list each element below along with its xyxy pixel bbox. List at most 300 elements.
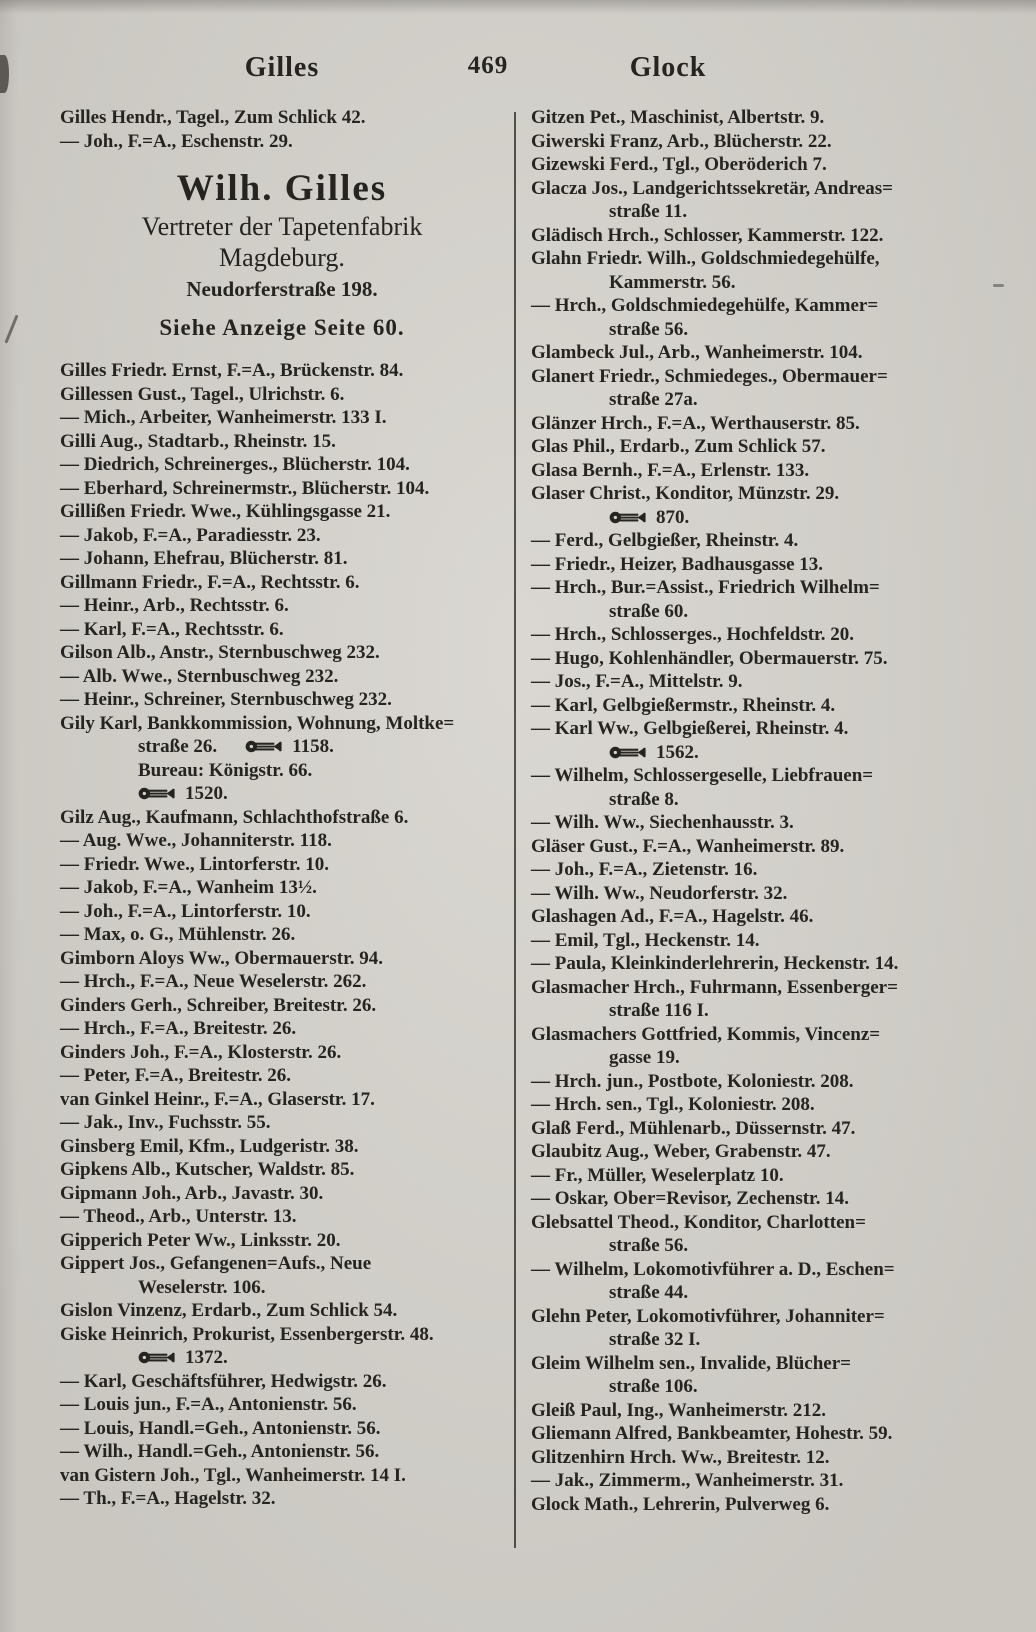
entry-text: straße 26. bbox=[138, 736, 218, 757]
entry-line bbox=[531, 576, 1013, 600]
left-column bbox=[60, 106, 510, 1511]
directory-entry bbox=[531, 1469, 1013, 1493]
entry-line bbox=[60, 923, 510, 947]
entry-text: Gliemann Alfred, Bankbeamter, Hohestr. 59. bbox=[531, 1423, 893, 1444]
entry-line bbox=[531, 1023, 1013, 1047]
entry-line bbox=[60, 500, 510, 524]
entry-line bbox=[60, 1370, 510, 1394]
entry-line bbox=[60, 1464, 510, 1488]
directory-entry bbox=[60, 1158, 510, 1182]
directory-entry bbox=[60, 923, 510, 947]
entry-text: — Hrch., Bur.=Assist., Friedrich Wilhelm= bbox=[531, 577, 880, 598]
entry-text: — Fr., Müller, Weselerplatz 10. bbox=[531, 1164, 784, 1186]
entry-line bbox=[531, 459, 1013, 483]
directory-entry bbox=[531, 576, 1013, 623]
entry-line bbox=[531, 1046, 1013, 1070]
entry-line bbox=[531, 106, 1013, 130]
entry-text: — Karl, Geschäftsführer, Hedwigstr. 26. bbox=[60, 1370, 387, 1392]
entry-text: — Oskar, Ober=Revisor, Zechenstr. 14. bbox=[531, 1188, 849, 1209]
telephone-number: 870. bbox=[656, 506, 690, 528]
entry-text: Ginders Joh., F.=A., Klosterstr. 26. bbox=[60, 1041, 342, 1063]
directory-entry bbox=[60, 688, 510, 712]
entry-text: — Jak., Inv., Fuchsstr. 55. bbox=[60, 1112, 271, 1133]
entry-text: Gillessen Gust., Tagel., Ulrichstr. 6. bbox=[60, 383, 345, 405]
entry-line bbox=[531, 647, 1013, 671]
directory-entry bbox=[60, 665, 510, 689]
entry-line bbox=[60, 806, 510, 830]
entry-line bbox=[60, 782, 510, 806]
directory-entry bbox=[60, 829, 510, 853]
entry-text: Glitzenhirn Hrch. Ww., Breitestr. 12. bbox=[531, 1446, 830, 1468]
directory-entry bbox=[60, 947, 510, 971]
entry-text: Glanert Friedr., Schmiedeges., Obermauer= bbox=[531, 365, 888, 387]
entry-line bbox=[60, 994, 510, 1018]
directory-entry bbox=[531, 247, 1013, 294]
directory-entry bbox=[60, 477, 510, 501]
directory-entry bbox=[531, 1258, 1013, 1305]
entry-line bbox=[531, 1493, 1013, 1517]
entry-line bbox=[531, 1352, 1013, 1376]
entry-text: straße 8. bbox=[609, 788, 679, 810]
entry-line bbox=[531, 1140, 1013, 1164]
entry-line bbox=[531, 858, 1013, 882]
directory-entry bbox=[531, 130, 1013, 154]
entry-text: — Max, o. G., Mühlenstr. 26. bbox=[60, 924, 296, 945]
entry-text: — Louis jun., F.=A., Antonienstr. 56. bbox=[60, 1394, 357, 1415]
directory-entry bbox=[531, 670, 1013, 694]
scan-blemish bbox=[993, 284, 1004, 287]
entry-text: — Wilh., Handl.=Geh., Antonienstr. 56. bbox=[60, 1441, 380, 1462]
entry-line bbox=[60, 594, 510, 618]
telephone-number: 1158. bbox=[292, 736, 334, 757]
entry-text: Glänzer Hrch., F.=A., Werthauserstr. 85. bbox=[531, 412, 860, 434]
entry-line bbox=[60, 383, 510, 407]
entry-line bbox=[60, 1487, 510, 1511]
entry-line bbox=[531, 271, 1013, 295]
entry-line bbox=[60, 406, 510, 430]
entry-text: straße 27a. bbox=[609, 389, 698, 410]
directory-entry bbox=[531, 106, 1013, 130]
entry-line bbox=[531, 905, 1013, 929]
entry-line bbox=[60, 900, 510, 924]
directory-entry bbox=[60, 1440, 510, 1464]
entries-left-main bbox=[60, 359, 510, 1511]
entry-line bbox=[531, 882, 1013, 906]
directory-entry bbox=[531, 529, 1013, 553]
directory-entry bbox=[531, 1023, 1013, 1070]
entry-text: — Karl Ww., Gelbgießerei, Rheinstr. 4. bbox=[531, 718, 849, 739]
directory-entry bbox=[60, 1370, 510, 1394]
entry-line bbox=[531, 952, 1013, 976]
entry-line bbox=[531, 388, 1013, 412]
entry-line bbox=[60, 1252, 510, 1276]
directory-entry bbox=[531, 459, 1013, 483]
entry-text: — Johann, Ehefrau, Blücherstr. 81. bbox=[60, 548, 348, 569]
directory-entry bbox=[60, 1017, 510, 1041]
entry-text: Glehn Peter, Lokomotivführer, Johanniter= bbox=[531, 1305, 885, 1327]
directory-entry bbox=[60, 1252, 510, 1299]
entry-text: Gipkens Alb., Kutscher, Waldstr. 85. bbox=[60, 1159, 355, 1180]
entry-text: Weselerstr. 106. bbox=[138, 1276, 266, 1298]
entry-text: — Hrch., F.=A., Neue Weselerstr. 262. bbox=[60, 971, 367, 992]
entry-text: Giwerski Franz, Arb., Blücherstr. 22. bbox=[531, 130, 832, 152]
entry-line bbox=[60, 735, 510, 759]
entry-text: — Heinr., Arb., Rechtsstr. 6. bbox=[60, 595, 289, 616]
entry-line bbox=[60, 1440, 510, 1464]
entry-text: Giske Heinrich, Prokurist, Essenbergerstr. 48. bbox=[60, 1323, 434, 1345]
entry-line bbox=[60, 106, 510, 130]
directory-entry bbox=[531, 1352, 1013, 1399]
directory-entry bbox=[60, 406, 510, 430]
directory-entry bbox=[60, 876, 510, 900]
directory-entry bbox=[60, 618, 510, 642]
entry-text: — Louis, Handl.=Geh., Antonienstr. 56. bbox=[60, 1417, 381, 1439]
entry-line bbox=[60, 712, 510, 736]
entry-line bbox=[531, 1328, 1013, 1352]
entry-line bbox=[60, 1276, 510, 1300]
directory-entry bbox=[531, 177, 1013, 224]
directory-entry bbox=[60, 1111, 510, 1135]
entry-text: Glahn Friedr. Wilh., Goldschmiedegehülfe, bbox=[531, 248, 880, 269]
entry-text: — Joh., F.=A., Lintorferstr. 10. bbox=[60, 900, 311, 922]
directory-entry bbox=[60, 1464, 510, 1488]
directory-entry bbox=[531, 365, 1013, 412]
advert-line: Vertreter der Tapetenfabrik bbox=[141, 212, 423, 241]
entry-text: Glashagen Ad., F.=A., Hagelstr. 46. bbox=[531, 906, 814, 927]
entry-line bbox=[60, 571, 510, 595]
telephone-icon bbox=[245, 739, 283, 754]
directory-entry bbox=[60, 853, 510, 877]
directory-entry bbox=[531, 341, 1013, 365]
entry-line bbox=[531, 294, 1013, 318]
header-left-keyword: Gilles bbox=[244, 52, 320, 83]
entry-line bbox=[531, 976, 1013, 1000]
entry-line bbox=[531, 1093, 1013, 1117]
column-divider bbox=[514, 112, 516, 1548]
directory-entry bbox=[531, 1140, 1013, 1164]
entry-line bbox=[531, 1375, 1013, 1399]
entry-text: — Paula, Kleinkinderlehrerin, Heckenstr. 14. bbox=[531, 953, 899, 974]
directory-entry bbox=[531, 976, 1013, 1023]
entry-text: straße 116 I. bbox=[609, 1000, 709, 1021]
entry-line bbox=[531, 506, 1013, 530]
entry-line bbox=[60, 970, 510, 994]
entry-line bbox=[531, 130, 1013, 154]
entry-text: Gilles Hendr., Tagel., Zum Schlick 42. bbox=[60, 107, 366, 128]
entry-text: Glas Phil., Erdarb., Zum Schlick 57. bbox=[531, 436, 826, 457]
entry-line bbox=[531, 318, 1013, 342]
telephone-icon bbox=[138, 1350, 176, 1365]
directory-entry bbox=[60, 106, 510, 130]
entry-line bbox=[60, 1064, 510, 1088]
entry-line bbox=[531, 623, 1013, 647]
directory-entry bbox=[531, 1093, 1013, 1117]
entry-text: Glasmacher Hrch., Fuhrmann, Essenberger= bbox=[531, 976, 898, 998]
entry-line bbox=[531, 1258, 1013, 1282]
directory-entry bbox=[60, 1417, 510, 1441]
entry-line bbox=[531, 482, 1013, 506]
directory-entry bbox=[60, 500, 510, 524]
entry-text: straße 32 I. bbox=[609, 1329, 701, 1350]
entry-line bbox=[60, 618, 510, 642]
advert-name: Wilh. Gilles bbox=[176, 168, 388, 209]
entry-text: — Mich., Arbeiter, Wanheimerstr. 133 I. bbox=[60, 407, 387, 428]
entry-line bbox=[60, 947, 510, 971]
entry-text: — Jak., Zimmerm., Wanheimerstr. 31. bbox=[531, 1470, 844, 1491]
entry-text: — Joh., F.=A., Eschenstr. 29. bbox=[60, 130, 293, 152]
entry-line bbox=[60, 477, 510, 501]
entry-line bbox=[60, 1393, 510, 1417]
entry-line bbox=[60, 1111, 510, 1135]
directory-entry bbox=[531, 435, 1013, 459]
entry-text: — Aug. Wwe., Johanniterstr. 118. bbox=[60, 830, 332, 851]
entry-line bbox=[531, 1070, 1013, 1094]
entry-line bbox=[60, 1346, 510, 1370]
entry-line bbox=[531, 365, 1013, 389]
directory-entry bbox=[531, 412, 1013, 436]
entry-line bbox=[531, 200, 1013, 224]
directory-entry bbox=[60, 383, 510, 407]
entry-text: — Karl, F.=A., Rechtsstr. 6. bbox=[60, 618, 284, 640]
entry-text: Ginders Gerh., Schreiber, Breitestr. 26. bbox=[60, 994, 377, 1016]
entry-text: — Wilhelm, Lokomotivführer a. D., Eschen= bbox=[531, 1258, 895, 1280]
entry-line bbox=[531, 1187, 1013, 1211]
telephone-icon bbox=[609, 510, 647, 525]
directory-entry bbox=[60, 900, 510, 924]
right-column bbox=[531, 106, 1013, 1516]
entry-text: Glasmachers Gottfried, Kommis, Vincenz= bbox=[531, 1023, 881, 1045]
entry-text: — Emil, Tgl., Heckenstr. 14. bbox=[531, 929, 760, 951]
directory-entry bbox=[60, 430, 510, 454]
scan-blemish bbox=[4, 315, 18, 344]
entry-line bbox=[60, 430, 510, 454]
entry-text: Kammerstr. 56. bbox=[609, 271, 736, 293]
entry-line bbox=[531, 177, 1013, 201]
directory-entry bbox=[60, 1135, 510, 1159]
entry-text: Gleiß Paul, Ing., Wanheimerstr. 212. bbox=[531, 1399, 827, 1421]
directory-entry bbox=[531, 1493, 1013, 1517]
entry-line bbox=[60, 853, 510, 877]
entry-text: — Joh., F.=A., Zietenstr. 16. bbox=[531, 859, 758, 880]
entry-text: — Friedr., Heizer, Badhausgasse 13. bbox=[531, 553, 824, 575]
entry-line bbox=[60, 1088, 510, 1112]
entry-line bbox=[60, 759, 510, 783]
entry-line bbox=[60, 641, 510, 665]
directory-entry bbox=[531, 952, 1013, 976]
entry-line bbox=[60, 359, 510, 383]
entry-text: Gitzen Pet., Maschinist, Albertstr. 9. bbox=[531, 107, 825, 128]
entry-text: Glebsattel Theod., Konditor, Charlotten= bbox=[531, 1211, 866, 1233]
entry-text: straße 56. bbox=[609, 318, 689, 340]
entry-line bbox=[531, 788, 1013, 812]
entry-text: — Alb. Wwe., Sternbuschweg 232. bbox=[60, 665, 339, 687]
telephone-number: 1372. bbox=[185, 1347, 228, 1368]
entry-text: Gily Karl, Bankkommission, Wohnung, Moltke= bbox=[60, 712, 455, 734]
entries-right bbox=[531, 106, 1013, 1516]
entry-text: — Hugo, Kohlenhändler, Obermauerstr. 75. bbox=[531, 647, 888, 669]
entry-text: — Th., F.=A., Hagelstr. 32. bbox=[60, 1488, 276, 1509]
telephone-number: 1562. bbox=[656, 741, 699, 763]
entry-line bbox=[531, 553, 1013, 577]
entry-line bbox=[531, 153, 1013, 177]
directory-entry bbox=[60, 1182, 510, 1206]
directory-entry bbox=[60, 594, 510, 618]
directory-entry bbox=[531, 1187, 1013, 1211]
directory-entry bbox=[60, 547, 510, 571]
directory-entry bbox=[60, 970, 510, 994]
entry-text: — Eberhard, Schreinermstr., Blücherstr. 104. bbox=[60, 477, 430, 499]
directory-entry bbox=[60, 806, 510, 830]
entry-line bbox=[531, 1117, 1013, 1141]
entry-text: Ginsberg Emil, Kfm., Ludgeristr. 38. bbox=[60, 1135, 359, 1157]
entry-text: Gleim Wilhelm sen., Invalide, Blücher= bbox=[531, 1352, 851, 1374]
entry-line bbox=[531, 1281, 1013, 1305]
directory-entry bbox=[60, 1487, 510, 1511]
entry-line bbox=[531, 529, 1013, 553]
advert-line: Magdeburg. bbox=[219, 243, 345, 272]
directory-entry bbox=[531, 1211, 1013, 1258]
directory-entry bbox=[531, 835, 1013, 859]
entry-line bbox=[531, 811, 1013, 835]
directory-entry bbox=[60, 994, 510, 1018]
entry-line bbox=[60, 1299, 510, 1323]
directory-entry bbox=[60, 571, 510, 595]
entry-text: Glaser Christ., Konditor, Münzstr. 29. bbox=[531, 483, 840, 504]
directory-entry bbox=[60, 712, 510, 806]
entry-text: Gizewski Ferd., Tgl., Oberöderich 7. bbox=[531, 154, 827, 175]
entry-line bbox=[60, 1417, 510, 1441]
entry-line bbox=[531, 1234, 1013, 1258]
entry-text: — Heinr., Schreiner, Sternbuschweg 232. bbox=[60, 689, 392, 710]
directory-entry bbox=[531, 1422, 1013, 1446]
entry-text: — Theod., Arb., Unterstr. 13. bbox=[60, 1206, 297, 1227]
entry-line bbox=[60, 829, 510, 853]
entry-text: straße 106. bbox=[609, 1376, 698, 1397]
directory-entry bbox=[531, 694, 1013, 718]
entry-line bbox=[531, 717, 1013, 741]
entry-line bbox=[531, 999, 1013, 1023]
directory-entry bbox=[531, 905, 1013, 929]
entry-text: Glasa Bernh., F.=A., Erlenstr. 133. bbox=[531, 459, 810, 481]
entry-text: Bureau: Königstr. 66. bbox=[138, 759, 313, 781]
entries-left-top bbox=[60, 106, 510, 153]
directory-entry bbox=[60, 1205, 510, 1229]
directory-entry bbox=[531, 717, 1013, 764]
entry-text: — Jakob, F.=A., Wanheim 13½. bbox=[60, 877, 317, 898]
entry-text: Glaß Ferd., Mühlenarb., Düssernstr. 47. bbox=[531, 1117, 856, 1139]
directory-entry bbox=[531, 553, 1013, 577]
directory-entry bbox=[60, 641, 510, 665]
entry-line bbox=[531, 1305, 1013, 1329]
entry-text: straße 56. bbox=[609, 1235, 689, 1256]
directory-entry bbox=[531, 482, 1013, 529]
entry-text: — Ferd., Gelbgießer, Rheinstr. 4. bbox=[531, 530, 799, 551]
entry-line bbox=[531, 929, 1013, 953]
directory-entry bbox=[60, 1393, 510, 1417]
entry-text: — Hrch., F.=A., Breitestr. 26. bbox=[60, 1018, 297, 1039]
entry-line bbox=[531, 1399, 1013, 1423]
entry-text: — Jos., F.=A., Mittelstr. 9. bbox=[531, 671, 743, 692]
directory-entry bbox=[531, 647, 1013, 671]
entry-text: Gimborn Aloys Ww., Obermauerstr. 94. bbox=[60, 947, 384, 969]
entry-line bbox=[531, 600, 1013, 624]
directory-entry bbox=[531, 764, 1013, 811]
entry-line bbox=[531, 741, 1013, 765]
directory-entry bbox=[531, 1446, 1013, 1470]
entry-line bbox=[60, 1323, 510, 1347]
entry-line bbox=[531, 1446, 1013, 1470]
directory-entry bbox=[60, 1299, 510, 1323]
directory-entry bbox=[531, 294, 1013, 341]
directory-entry bbox=[531, 1070, 1013, 1094]
entry-text: — Diedrich, Schreinerges., Blücherstr. 104. bbox=[60, 454, 410, 475]
entry-line bbox=[531, 247, 1013, 271]
entry-line bbox=[60, 665, 510, 689]
entry-line bbox=[60, 1017, 510, 1041]
advert-address: Neudorferstraße 198. bbox=[186, 277, 378, 301]
entry-text: Gillmann Friedr., F.=A., Rechtsstr. 6. bbox=[60, 571, 360, 593]
entry-line bbox=[531, 1211, 1013, 1235]
entry-text: — Karl, Gelbgießermstr., Rheinstr. 4. bbox=[531, 694, 836, 716]
entry-text: — Peter, F.=A., Breitestr. 26. bbox=[60, 1065, 292, 1086]
entry-text: Gilson Alb., Anstr., Sternbuschweg 232. bbox=[60, 642, 380, 663]
telephone-number: 1520. bbox=[185, 783, 228, 804]
advertisement bbox=[60, 166, 504, 341]
entry-text: straße 44. bbox=[609, 1282, 689, 1303]
directory-entry bbox=[60, 1041, 510, 1065]
entry-text: — Hrch. jun., Postbote, Koloniestr. 208. bbox=[531, 1070, 854, 1092]
entry-text: Gilles Friedr. Ernst, F.=A., Brückenstr. 84. bbox=[60, 360, 404, 381]
directory-entry bbox=[531, 153, 1013, 177]
entry-line bbox=[531, 435, 1013, 459]
entry-line bbox=[60, 547, 510, 571]
entry-text: van Gistern Joh., Tgl., Wanheimerstr. 14 I. bbox=[60, 1464, 406, 1486]
advert-note: Siehe Anzeige Seite 60. bbox=[159, 315, 405, 340]
entry-line bbox=[531, 1164, 1013, 1188]
entry-text: Gläser Gust., F.=A., Wanheimerstr. 89. bbox=[531, 835, 845, 857]
entry-line bbox=[531, 694, 1013, 718]
directory-entry bbox=[531, 224, 1013, 248]
entry-line bbox=[60, 1041, 510, 1065]
entry-line bbox=[60, 876, 510, 900]
entry-line bbox=[60, 1135, 510, 1159]
entry-text: Glädisch Hrch., Schlosser, Kammerstr. 122. bbox=[531, 224, 884, 246]
telephone-icon bbox=[138, 786, 176, 801]
directory-entry bbox=[60, 1064, 510, 1088]
directory-entry bbox=[531, 623, 1013, 647]
directory-entry bbox=[60, 1229, 510, 1253]
entry-line bbox=[60, 453, 510, 477]
entry-line bbox=[531, 341, 1013, 365]
entry-text: Glambeck Jul., Arb., Wanheimerstr. 104. bbox=[531, 342, 863, 363]
entry-line bbox=[60, 1158, 510, 1182]
directory-entry bbox=[531, 929, 1013, 953]
entry-text: — Hrch., Goldschmiedegehülfe, Kammer= bbox=[531, 295, 879, 316]
entry-line bbox=[531, 764, 1013, 788]
entry-text: Gipmann Joh., Arb., Javastr. 30. bbox=[60, 1182, 324, 1204]
directory-entry bbox=[531, 882, 1013, 906]
entry-line bbox=[531, 670, 1013, 694]
entry-line bbox=[60, 1205, 510, 1229]
directory-entry bbox=[531, 1305, 1013, 1352]
directory-entry bbox=[531, 858, 1013, 882]
entry-line bbox=[60, 130, 510, 154]
entry-text: straße 11. bbox=[609, 201, 688, 222]
directory-entry bbox=[60, 524, 510, 548]
entry-text: Gippert Jos., Gefangenen=Aufs., Neue bbox=[60, 1253, 372, 1274]
entry-text: van Ginkel Heinr., F.=A., Glaserstr. 17. bbox=[60, 1088, 375, 1110]
entry-line bbox=[60, 1182, 510, 1206]
